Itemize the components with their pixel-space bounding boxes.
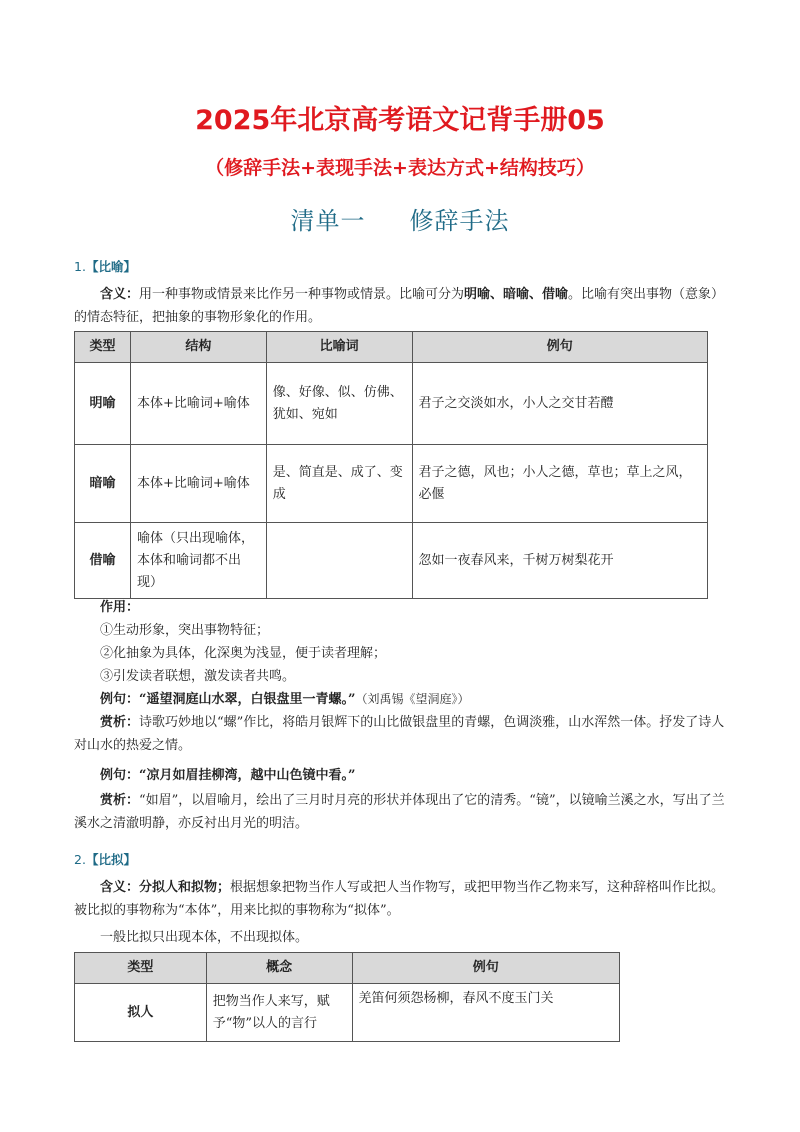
cell-type: 明喻 xyxy=(75,363,131,445)
cell-structure: 本体+比喻词+喻体 xyxy=(130,363,266,445)
col-header: 结构 xyxy=(130,332,266,363)
page-subtitle: （修辞手法+表现手法+表达方式+结构技巧） xyxy=(205,157,595,179)
analysis-2: 赏析：“如眉”，以眉喻月，绘出了三月时月亮的形状并体现出了它的清秀。“镜”，以镜喻兰溪之水，写出了兰溪水之清澈明静，亦反衬出月光的明洁。 xyxy=(74,793,725,831)
metaphor-table xyxy=(74,331,708,599)
effect-item: ①生动形象，突出事物特征； xyxy=(100,623,270,638)
cell-structure: 本体+比喻词+喻体 xyxy=(130,445,266,523)
col-header: 类型 xyxy=(75,332,131,363)
cell-type: 暗喻 xyxy=(75,445,131,523)
table-header-row xyxy=(75,953,620,984)
personification-definition: 含义：分拟人和拟物；根据想象把物当作人写或把人当作物写，或把甲物当作乙物来写，这种辞格叫作比拟。被比拟的事物称为“本体”，用来比拟的事物称为“拟体”。 xyxy=(74,880,725,918)
cell-concept: 把物当作人来写，赋予“物”以人的言行 xyxy=(206,984,352,1042)
metaphor-definition: 含义：用一种事物或情景来比作另一种事物或情景。比喻可分为明喻、暗喻、借喻。比喻有突出事物（意象）的情态特征，把抽象的事物形象化的作用。 xyxy=(74,287,725,325)
table-row xyxy=(75,984,620,1042)
cell-structure: 喻体（只出现喻体，本体和喻词都不出现） xyxy=(130,523,266,599)
analysis-1: 赏析：诗歌巧妙地以“螺”作比，将皓月银辉下的山比做银盘里的青螺，色调淡雅，山水浑然一体。抒发了诗人对山水的热爱之情。 xyxy=(74,715,725,753)
list-label: 清单一 xyxy=(290,207,366,235)
col-header: 概念 xyxy=(206,953,352,984)
list-name: 修辞手法 xyxy=(409,207,510,235)
example-2: 例句：“凉月如眉挂柳湾，越中山色镜中看。” xyxy=(100,768,356,783)
cell-words xyxy=(266,523,412,599)
page-title: 2025年北京高考语文记背手册05 xyxy=(195,105,605,136)
table-header-row xyxy=(75,332,708,363)
section-heading-metaphor: 1.【比喻】 xyxy=(74,259,136,274)
table-row xyxy=(75,523,708,599)
effects-block xyxy=(100,596,740,711)
cell-example: 君子之交淡如水，小人之交甘若醴 xyxy=(412,363,707,445)
effect-item: ③引发读者联想，激发读者共鸣。 xyxy=(100,669,296,684)
effect-label: 作用： xyxy=(100,600,140,615)
cell-example: 羌笛何须怨杨柳，春风不度玉门关 xyxy=(352,984,619,1042)
table-row xyxy=(75,363,708,445)
col-header: 例句 xyxy=(412,332,707,363)
cell-example: 君子之德，风也；小人之德，草也；草上之风，必偃 xyxy=(412,445,707,523)
list-heading xyxy=(0,201,800,236)
effect-item: ②化抽象为具体，化深奥为浅显，便于读者理解； xyxy=(100,646,387,661)
cell-example: 忽如一夜春风来，千树万树梨花开 xyxy=(412,523,707,599)
personification-note: 一般比拟只出现本体，不出现拟体。 xyxy=(100,930,309,945)
cell-type: 借喻 xyxy=(75,523,131,599)
cell-words: 像、好像、似、仿佛、犹如、宛如 xyxy=(266,363,412,445)
table-row xyxy=(75,445,708,523)
col-header: 例句 xyxy=(352,953,619,984)
col-header: 比喻词 xyxy=(266,332,412,363)
personification-table xyxy=(74,952,620,1042)
example-1: 例句：“遥望洞庭山水翠，白银盘里一青螺。”（刘禹锡《望洞庭》） xyxy=(100,692,470,707)
section-heading-personification: 2.【比拟】 xyxy=(74,852,136,867)
cell-words: 是、简直是、成了、变成 xyxy=(266,445,412,523)
cell-type: 拟人 xyxy=(75,984,207,1042)
col-header: 类型 xyxy=(75,953,207,984)
